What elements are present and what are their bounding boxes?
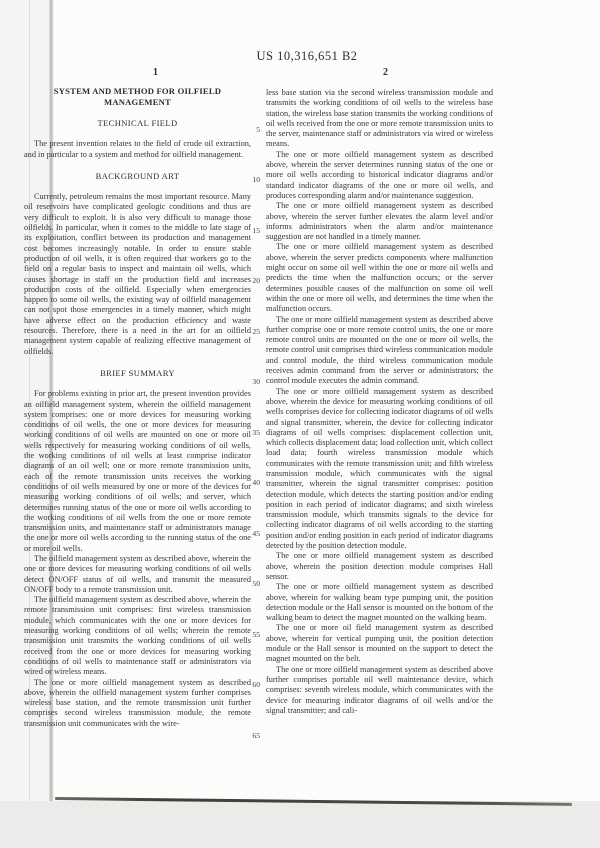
- line-number: 40: [252, 478, 260, 487]
- patent-number: US 10,316,651 B2: [256, 49, 358, 63]
- invention-title: SYSTEM AND METHOD FOR OILFIELD MANAGEMENT: [53, 86, 222, 107]
- line-number: 55: [252, 630, 260, 639]
- line-number: 60: [252, 680, 260, 689]
- paragraph: The one or more oilfield management system as described above, wherein the oilfield management system further comprises wireless base station, and the remote transmission unit further comprises second wireless transmission module, the remote transmission unit communicates with the wire-: [24, 677, 251, 728]
- paragraph: The one or more oilfield management system as described above, wherein the device for measuring working conditions of oil wells comprises device for collecting indicator diagrams of oil wells and signal transmitter, wherein, the device for collecting indicator diagrams of oil wells comprises: displacement collection unit, which collects displacement data; load collection unit, which collect load data; fourth wireless transmission module which communicates with the remote transmission unit; and fifth wireless transmission module, which communicates with the signal transmitter, wherein the signal transmitter comprises: position detection module, which detects the starting position and/or ending position in each period of indicator diagrams; and sixth wireless transmission module, which transmits signals to the device for collecting indicator diagrams of oil wells according to the starting position and/or ending position in each period of indicator diagrams detected by the position detection module.: [266, 386, 493, 551]
- line-number: 50: [252, 579, 260, 588]
- paragraph: less base station via the second wireless transmission module and transmits the working conditions of oil wells to the wireless base station, the wireless base station transmits the working conditions of oil wells received from the one or more remote transmission units to the server, maintenance staff or administrators via wired or wireless means.: [266, 88, 493, 149]
- scan-bottom-background: [0, 801, 600, 848]
- line-number: 5: [256, 125, 260, 134]
- paragraph: The one or more oilfield management system as described above further comprise one or more remote control units, the one or more remote control units are mounted on the one or more oil wells, the remote control unit comprises third wireless communication module and control module, the third wireless communication module receives admin command from the server or administrators; the control module executes the admin command.: [266, 314, 493, 386]
- paragraph: The one or more oilfield management system as described above, wherein the server determines running status of the one or more oil wells according to historical indicator diagrams and/or standard indicator diagrams of the one or more oil wells, and produces corresponding alarm and/or maintenance suggestion.: [266, 149, 493, 200]
- left-column: [24, 86, 251, 729]
- section-heading-brief-summary: BRIEF SUMMARY: [100, 367, 175, 378]
- paragraph: The oilfield management system as described above, wherein the remote transmission unit comprises: first wireless transmission module, which communicates with the one or more devices for measuring working conditions of oil wells; wherein the remote transmission unit transmits the working conditions of oil wells received from the one or more devices for measuring working conditions of oil wells to maintenance staff or administrators via wired or wireless means.: [24, 595, 251, 677]
- section-heading-technical-field: TECHNICAL FIELD: [97, 118, 178, 128]
- line-number: 45: [252, 529, 260, 538]
- paragraph: The one or more oilfield management system as described above, wherein the server further elevates the alarm level and/or informs administrators when the alarm and/or maintenance suggestion are not handled in a timely manner.: [266, 201, 493, 242]
- line-number: 35: [252, 428, 260, 437]
- paragraph: The one or more oilfield management system as described above, wherein for walking beam type pumping unit, the position detection module or the Hall sensor is mounted on the bottom of the walking beam to detect the magnet mounted on the walking beam.: [266, 582, 493, 623]
- line-number: 25: [252, 327, 260, 336]
- paragraph: The oilfield management system as described above, wherein the one or more devices for measuring working conditions of oil wells detect ON/OFF status of oil wells, and transmit the measured ON/OFF body to a remote transmission unit.: [24, 553, 251, 594]
- paragraph: For problems existing in prior art, the present invention provides an oilfield management system, wherein the oilfield management system comprises: one or more devices for measuring working conditions of oil wells, the one or more devices for measuring working conditions of oil wells are mounted on one or more oil wells respectively for measuring working conditions of oil wells, the working conditions of oil wells at least comprise indicator diagrams of an oil well; one or more remote transmission units, each of the remote transmission units receives the working conditions of oil wells measured by one or more of the devices for measuring working conditions of oil wells; and server, which determines running status of the one or more oil wells according to the working conditions of oil wells from the one or more remote transmission units, and maintenance staff or administrators manage the one or more oil wells according to the running status of the one or more oil wells.: [24, 389, 251, 553]
- line-number: 65: [252, 731, 260, 740]
- line-number: 15: [252, 226, 260, 235]
- line-number: 20: [252, 276, 260, 285]
- paragraph: Currently, petroleum remains the most important resource. Many oil reservoirs have complicated geologic conditions and thus are very difficult to exploit. It is also very difficult to manage those oilfields. In particular, when it comes to the middle to late stage of its exploitation, conflict between its production and management cost becomes increasingly notable. In order to ensure stable production of oil wells, it is often required that workers go to the field on a regular basis to inspect and maintain oil wells, which causes shortage in staff on the production field and increases production costs of the oilfield. Especially when emergencies happen to some oil wells, the existing way of oilfield management can not spot those emergencies in a timely manner, which might have adverse effect on the production efficiency and waste resources. Therefore, there is a need in the art for an oilfield management system capable of realizing effective management of oilfields.: [24, 192, 251, 356]
- paragraph: The one or more oilfield management system as described above further comprises portable oil well maintenance device, which comprises: seventh wireless module, which communicates with the device for measuring indicator diagrams of oil wells and/or the signal transmitter; and cali-: [266, 664, 493, 715]
- section-heading-background-art: BACKGROUND ART: [95, 170, 180, 181]
- line-number: 10: [252, 175, 260, 184]
- paragraph: The one or more oilfield management system as described above, wherein the position detection module comprises Hall sensor.: [266, 551, 493, 581]
- gutter-line-numbers: [246, 86, 260, 786]
- paragraph: The one or more oilfield management system as described above, wherein the server predicts components where malfunction might occur on some oil well within the one or more oil wells and predicts the time when the malfunction occurs; or the server determines possible causes of the malfunction on some oil well within the one or more oil wells, and determines the time when the malfunction occurs.: [266, 242, 493, 314]
- paragraph: The present invention relates to the field of crude oil extraction, and in particular to a system and method for oilfield management.: [24, 139, 251, 159]
- right-column: [266, 88, 493, 716]
- column-number-right: 2: [383, 67, 388, 78]
- paragraph: The one or more oil field management system as described above, wherein for vertical pumping unit, the position detection module or the Hall sensor is mounted on the support to detect the magnet mounted on the belt.: [266, 623, 493, 664]
- line-number: 30: [252, 377, 260, 386]
- column-number-left: 1: [153, 67, 158, 78]
